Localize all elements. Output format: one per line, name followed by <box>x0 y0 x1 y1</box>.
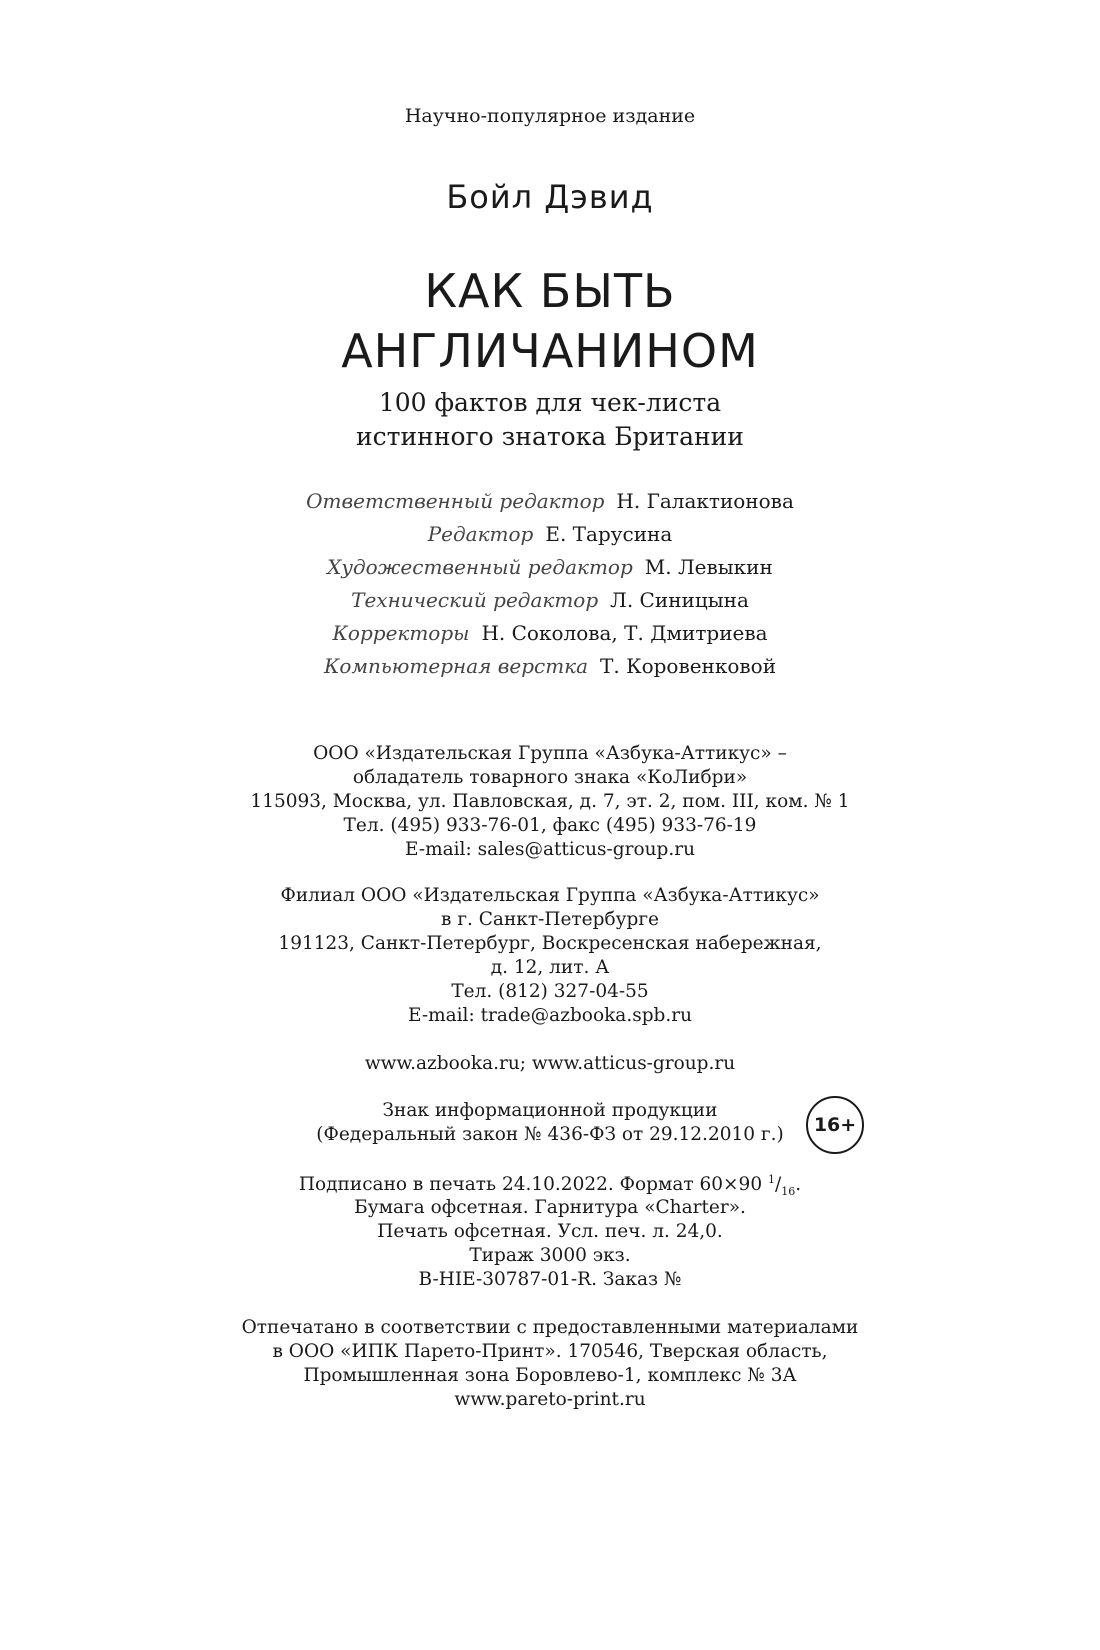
publisher-line: ООО «Издательская Группа «Азбука-Аттикус» – <box>313 743 787 764</box>
credit-role: Корректоры <box>332 621 470 645</box>
age-rating-badge: 16+ <box>806 1096 864 1154</box>
credit-line <box>0 588 1100 612</box>
credit-line <box>0 621 1100 645</box>
branch-line: в г. Санкт-Петербурге <box>441 909 659 930</box>
printer-website: www.pareto-print.ru <box>454 1389 646 1410</box>
print-signed-line: Подписано в печать 24.10.2022. Формат 60×90 $^1/_{16}$. <box>298 1173 802 1198</box>
print-detail-line: Печать офсетная. Усл. печ. л. 24,0. <box>377 1221 723 1242</box>
credit-line <box>0 555 1100 579</box>
branch-line: Филиал ООО «Издательская Группа «Азбука-Аттикус» <box>280 885 820 906</box>
format-denominator: 16 <box>781 1184 796 1198</box>
genre-label: Научно-популярное издание <box>404 105 696 127</box>
credit-line <box>0 654 1100 678</box>
credit-name: Л. Синицына <box>610 588 749 612</box>
credit-name: Н. Соколова, Т. Дмитриева <box>481 621 768 645</box>
print-signed-text: Подписано в печать 24.10.2022. Формат 60×90 <box>298 1174 763 1196</box>
info-sign-label: Знак информационной продукции <box>382 1100 718 1121</box>
websites: www.azbooka.ru; www.atticus-group.ru <box>364 1053 736 1074</box>
credit-line <box>0 489 1100 513</box>
branch-address: 191123, Санкт-Петербург, Воскресенская набережная, <box>278 933 822 954</box>
credit-name: Т. Коровенковой <box>600 654 777 678</box>
author-name: Бойл Дэвид <box>446 178 654 216</box>
book-title-line-1: КАК БЫТЬ <box>424 264 676 318</box>
credit-name: М. Левыкин <box>644 555 773 579</box>
credit-role: Компьютерная верстка <box>323 654 589 678</box>
book-title-line-2: АНГЛИЧАНИНОМ <box>341 324 759 378</box>
print-detail-line: Тираж 3000 экз. <box>469 1245 631 1266</box>
printer-line: Отпечатано в соответствии с предоставленными материалами <box>241 1317 859 1338</box>
publisher-email: E-mail: sales@atticus-group.ru <box>404 839 696 860</box>
publisher-address: 115093, Москва, ул. Павловская, д. 7, эт. 2, пом. III, ком. № 1 <box>250 791 850 812</box>
print-detail-line: B-HIE-30787-01-R. Заказ № <box>418 1269 682 1290</box>
publisher-phone: Тел. (495) 933-76-01, факс (495) 933-76-19 <box>343 815 757 836</box>
credit-role: Ответственный редактор <box>306 489 605 513</box>
subtitle-line-1: 100 фактов для чек-листа <box>378 388 722 417</box>
printer-line: Промышленная зона Боровлево-1, комплекс № 3А <box>303 1365 797 1386</box>
credit-role: Технический редактор <box>351 588 599 612</box>
branch-address: д. 12, лит. А <box>490 957 610 978</box>
print-detail-line: Бумага офсетная. Гарнитура «Charter». <box>354 1197 746 1218</box>
branch-email: E-mail: trade@azbooka.spb.ru <box>407 1005 693 1026</box>
credit-name: Н. Галактионова <box>616 489 794 513</box>
credit-role: Редактор <box>427 522 534 546</box>
publisher-line: обладатель товарного знака «КоЛибри» <box>352 767 748 788</box>
credit-role: Художественный редактор <box>327 555 633 579</box>
credit-name: Е. Тарусина <box>545 522 673 546</box>
credit-line <box>0 522 1100 546</box>
printer-line: в ООО «ИПК Парето-Принт». 170546, Тверская область, <box>272 1341 828 1362</box>
subtitle-line-2: истинного знатока Британии <box>356 422 744 451</box>
format-numerator: 1 <box>768 1173 775 1186</box>
info-sign-law: (Федеральный закон № 436-ФЗ от 29.12.2010 г.) <box>316 1124 784 1145</box>
branch-phone: Тел. (812) 327-04-55 <box>451 981 649 1002</box>
